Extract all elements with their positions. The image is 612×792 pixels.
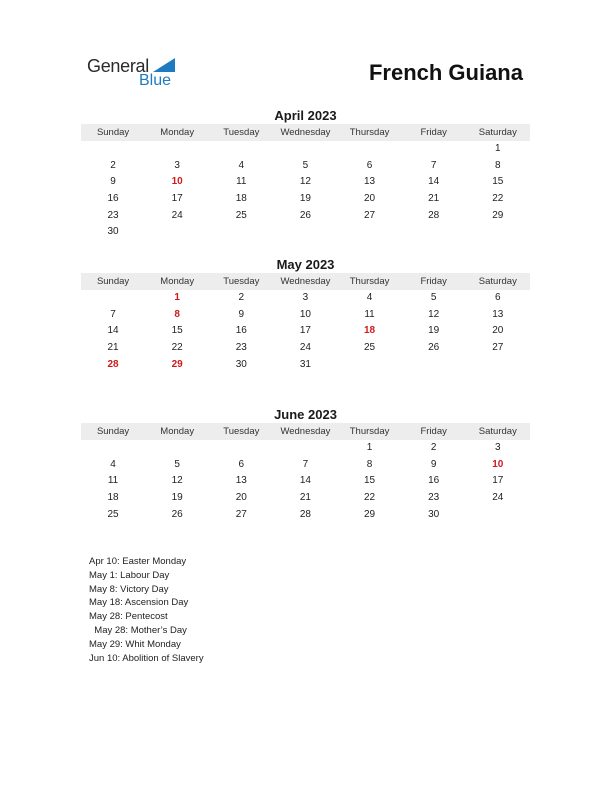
holiday-entry: May 8: Victory Day [89, 583, 169, 595]
day-cell: 12 [299, 176, 311, 188]
week-row [81, 440, 530, 457]
weekday-label: Wednesday [280, 426, 331, 437]
day-cell: 27 [364, 209, 376, 221]
weekday-label: Wednesday [280, 276, 331, 287]
day-cell: 9 [238, 308, 245, 320]
week-row [81, 307, 530, 324]
day-cell: 5 [302, 159, 309, 171]
holiday-list [89, 555, 204, 665]
day-cell [466, 357, 530, 374]
holiday-day-cell: 28 [107, 358, 119, 370]
holiday-entry: Apr 10: Easter Monday [89, 556, 187, 567]
day-cell [145, 141, 209, 158]
day-cell: 24 [299, 342, 311, 354]
week-row [81, 490, 530, 507]
day-cell: 26 [299, 209, 311, 221]
day-cell: 22 [492, 193, 504, 205]
day-cell: 21 [428, 193, 440, 205]
week-row [81, 357, 530, 374]
holiday-entry: May 29: Whit Monday [89, 638, 181, 650]
weekday-label: Wednesday [280, 127, 331, 138]
day-cell [338, 141, 402, 158]
weekday-label: Saturday [478, 426, 517, 437]
weekday-header [81, 423, 530, 440]
day-cell: 24 [492, 492, 504, 504]
weekday-header [81, 124, 530, 141]
day-cell [402, 141, 466, 158]
weekday-label: Friday [420, 426, 447, 437]
day-cell [338, 224, 402, 241]
day-cell: 16 [235, 325, 247, 337]
day-cell: 4 [110, 458, 116, 470]
day-cell: 16 [428, 475, 440, 487]
day-cell: 8 [495, 159, 501, 171]
weekday-label: Sunday [96, 127, 130, 138]
day-cell: 19 [299, 193, 311, 205]
day-cell: 7 [110, 308, 116, 320]
day-cell: 20 [235, 492, 247, 504]
week-row [81, 208, 530, 225]
day-cell: 6 [495, 292, 501, 303]
month-calendar [81, 406, 530, 523]
day-cell [209, 224, 273, 241]
day-cell: 30 [428, 508, 440, 520]
weekday-label: Saturday [478, 127, 517, 138]
day-cell [145, 224, 209, 241]
weekday-label: Thursday [349, 276, 390, 287]
day-cell: 15 [171, 325, 183, 337]
day-cell [145, 440, 209, 457]
weekday-label: Monday [160, 426, 195, 437]
day-cell [466, 224, 530, 241]
weekday-label: Friday [420, 276, 447, 287]
month-title: June 2023 [274, 407, 337, 422]
holiday-entry: May 18: Ascension Day [89, 597, 189, 609]
holiday-entry: May 28: Mother’s Day [89, 624, 187, 636]
day-cell: 5 [174, 458, 180, 470]
weekday-label: Thursday [349, 127, 390, 138]
week-row [81, 191, 530, 208]
day-cell: 10 [299, 308, 311, 320]
day-cell: 26 [428, 342, 440, 354]
day-cell: 19 [428, 325, 440, 337]
day-cell: 17 [171, 193, 183, 205]
day-cell: 1 [366, 442, 373, 453]
month-title: April 2023 [274, 108, 337, 123]
logo-general-text: General [87, 56, 149, 76]
day-cell: 26 [171, 508, 183, 520]
week-row [81, 158, 530, 175]
weekday-label: Monday [160, 276, 195, 287]
day-cell: 1 [495, 143, 501, 154]
holiday-day-cell: 10 [171, 176, 183, 188]
day-cell: 28 [428, 209, 440, 221]
weekday-header [81, 273, 530, 290]
weekday-label: Tuesday [223, 426, 260, 437]
weekday-label: Sunday [96, 276, 130, 287]
day-cell: 15 [364, 475, 376, 487]
day-cell: 16 [107, 193, 119, 205]
day-cell: 29 [364, 508, 376, 520]
day-cell: 29 [492, 209, 504, 221]
day-cell: 24 [171, 209, 183, 221]
day-cell [273, 440, 337, 457]
day-cell: 2 [430, 442, 437, 453]
day-cell: 3 [495, 442, 501, 453]
week-row [81, 290, 530, 307]
day-cell: 21 [299, 492, 311, 504]
day-cell: 17 [299, 325, 311, 337]
weekday-label: Monday [160, 127, 195, 138]
week-row [81, 224, 530, 241]
week-row [81, 174, 530, 191]
day-cell: 25 [364, 342, 376, 354]
holiday-day-cell: 29 [171, 358, 183, 370]
holiday-day-cell: 1 [174, 292, 180, 303]
day-cell: 11 [364, 308, 375, 320]
day-cell [81, 440, 145, 457]
day-cell: 12 [428, 308, 440, 320]
day-cell: 13 [364, 176, 376, 188]
day-cell: 2 [110, 159, 116, 171]
day-cell [338, 357, 402, 374]
month-calendar [81, 256, 530, 373]
logo-blue-text: Blue [139, 72, 172, 89]
day-cell: 19 [171, 492, 183, 504]
day-cell: 11 [107, 475, 119, 487]
day-cell [402, 357, 466, 374]
weekday-label: Saturday [478, 276, 517, 287]
day-cell: 9 [110, 176, 116, 188]
day-cell [209, 141, 273, 158]
week-row [81, 323, 530, 340]
day-cell: 14 [299, 475, 311, 487]
day-cell: 3 [174, 159, 180, 171]
day-cell: 22 [364, 492, 376, 504]
weekday-label: Tuesday [223, 276, 260, 287]
day-cell: 9 [430, 458, 437, 470]
day-cell: 27 [235, 508, 247, 520]
day-cell: 18 [107, 492, 119, 504]
day-cell: 25 [107, 508, 119, 520]
holiday-entry: May 1: Labour Day [89, 569, 170, 581]
day-cell: 13 [235, 475, 247, 487]
day-cell: 7 [302, 458, 309, 470]
day-cell: 20 [364, 193, 376, 205]
week-row [81, 340, 530, 357]
day-cell: 14 [107, 325, 119, 337]
weekday-label: Friday [420, 127, 447, 138]
day-cell: 7 [430, 159, 437, 171]
holiday-entry: Jun 10: Abolition of Slavery [89, 652, 204, 664]
day-cell: 31 [299, 358, 311, 370]
day-cell: 23 [235, 342, 247, 354]
day-cell: 30 [235, 358, 247, 370]
logo [87, 56, 187, 92]
day-cell [209, 440, 273, 457]
week-row [81, 507, 530, 524]
month-calendar [81, 107, 530, 241]
day-cell: 8 [366, 458, 373, 470]
week-row [81, 457, 530, 474]
holiday-entry: May 28: Pentecost [89, 611, 168, 623]
day-cell: 30 [107, 226, 119, 238]
weekday-label: Tuesday [223, 127, 260, 138]
day-cell: 6 [366, 159, 373, 171]
day-cell: 21 [107, 342, 119, 354]
day-cell: 25 [235, 209, 247, 221]
day-cell [81, 290, 145, 307]
day-cell: 12 [171, 475, 183, 487]
day-cell: 15 [492, 176, 504, 188]
day-cell: 13 [492, 308, 504, 320]
day-cell: 17 [492, 475, 504, 487]
day-cell: 23 [107, 209, 119, 221]
day-cell: 22 [171, 342, 183, 354]
month-title: May 2023 [276, 257, 335, 272]
day-cell: 3 [302, 292, 309, 303]
day-cell: 27 [492, 342, 504, 354]
weekday-label: Sunday [96, 426, 130, 437]
holiday-day-cell: 8 [174, 308, 180, 320]
day-cell [273, 224, 337, 241]
day-cell: 11 [236, 176, 247, 188]
day-cell: 4 [366, 292, 373, 303]
page-title: French Guiana [368, 60, 523, 85]
day-cell: 5 [430, 292, 437, 303]
holiday-day-cell: 18 [364, 325, 376, 337]
day-cell: 2 [238, 292, 245, 303]
weekday-label: Thursday [349, 426, 390, 437]
day-cell: 20 [492, 325, 504, 337]
day-cell: 14 [428, 176, 440, 188]
day-cell: 4 [238, 159, 245, 171]
day-cell: 28 [299, 508, 311, 520]
day-cell [273, 141, 337, 158]
day-cell [81, 141, 145, 158]
day-cell: 6 [238, 458, 245, 470]
holiday-day-cell: 10 [492, 458, 504, 470]
day-cell: 18 [235, 193, 247, 205]
week-row [81, 473, 530, 490]
logo-triangle-icon [153, 58, 175, 72]
day-cell [402, 224, 466, 241]
day-cell: 23 [428, 492, 440, 504]
week-row [81, 141, 530, 158]
day-cell [466, 507, 530, 524]
